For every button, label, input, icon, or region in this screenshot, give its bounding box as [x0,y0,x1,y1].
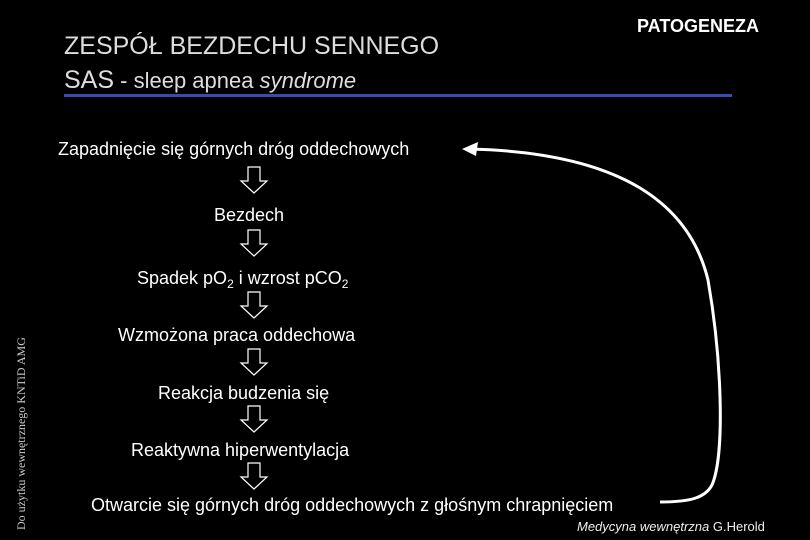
step-hyperventilation: Reaktywna hiperwentylacja [131,440,350,460]
po2-subscript: 2 [227,277,234,291]
side-note: Do użytku wewnętrznego KNTiD AMG [14,337,28,530]
step-apnea: Bezdech [214,205,285,225]
step-gas-part2: i wzrost pCO [233,268,342,288]
section-label: PATOGENEZA [637,16,760,36]
step-airway-opening: Otwarcie się górnych dróg oddechowych z głośnym chrapnięciem [91,495,614,515]
step-arousal: Reakcja budzenia się [158,383,330,403]
source-credit [577,519,765,534]
step-gas-part1: Spadek pO [137,268,228,288]
credit-book: Medycyna wewnętrzna [577,519,710,534]
slide-title: ZESPÓŁ BEZDECHU SENNEGO [64,32,440,60]
subtitle-dash: - sleep apnea [114,68,260,93]
subtitle-syndrome: syndrome [259,68,357,93]
sas-abbrev: SAS [64,66,115,94]
step-breathing-effort: Wzmożona praca oddechowa [118,325,356,345]
step-airway-collapse: Zapadnięcie się górnych dróg oddechowych [58,139,410,159]
pco2-subscript: 2 [341,277,349,291]
arrowhead-icon [462,142,478,156]
credit-author: G.Herold [709,519,765,534]
